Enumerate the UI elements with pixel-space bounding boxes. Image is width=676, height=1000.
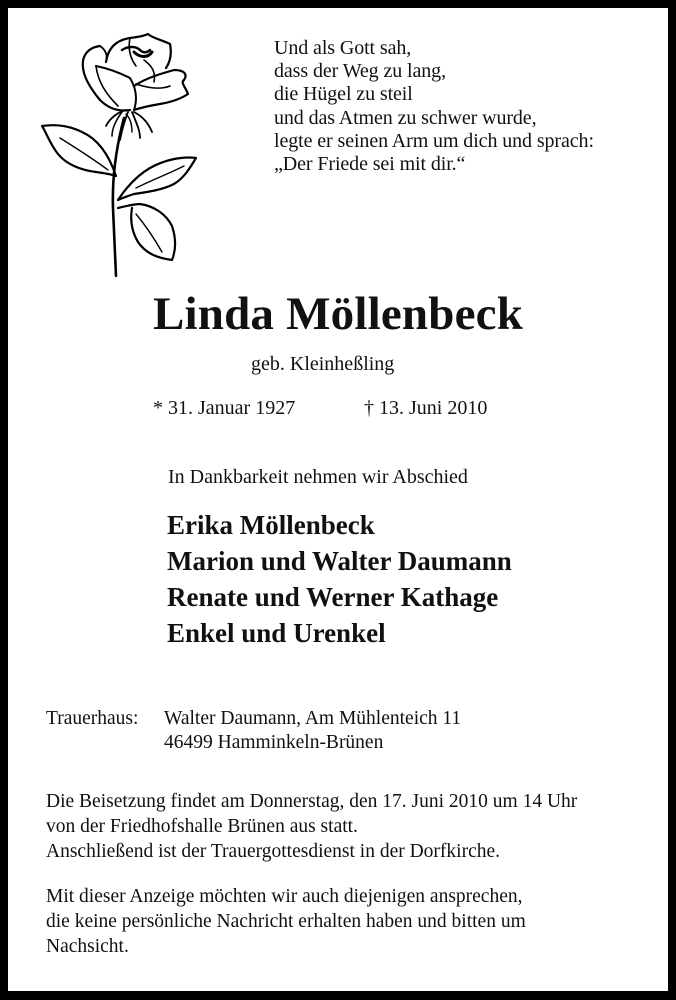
- family-list: [167, 507, 512, 651]
- mourning-house-label: Trauerhaus:: [46, 708, 139, 729]
- closing-notice: [46, 884, 526, 959]
- family-member: Enkel und Urenkel: [167, 618, 386, 648]
- death-date: † 13. Juni 2010: [364, 397, 488, 419]
- poem-line: „Der Friede sei mit dir.“: [274, 153, 466, 176]
- farewell-intro: In Dankbarkeit nehmen wir Abschied: [168, 466, 468, 488]
- deceased-name: Linda Möllenbeck: [152, 288, 524, 340]
- mourning-house-address: [164, 707, 461, 755]
- notice-line: die keine persönliche Nachricht erhalten haben und bitten um: [46, 911, 526, 932]
- burial-line: Anschließend ist der Trauergottesdienst in der Dorfkirche.: [46, 841, 501, 862]
- maiden-name: geb. Kleinheßling: [251, 353, 395, 375]
- poem: [274, 37, 594, 176]
- address-line: Walter Daumann, Am Mühlenteich 11: [164, 708, 462, 729]
- family-member: Erika Möllenbeck: [167, 510, 375, 540]
- family-member: Marion und Walter Daumann: [167, 546, 512, 576]
- poem-line: dass der Weg zu lang,: [274, 60, 446, 83]
- poem-line: und das Atmen zu schwer wurde,: [274, 106, 537, 129]
- poem-line: die Hügel zu steil: [274, 83, 413, 106]
- poem-line: legte er seinen Arm um dich und sprach:: [274, 129, 594, 152]
- burial-line: Die Beisetzung findet am Donnerstag, den 17. Juni 2010 um 14 Uhr: [46, 791, 578, 812]
- poem-line: Und als Gott sah,: [274, 37, 412, 59]
- birth-date: * 31. Januar 1927: [153, 397, 296, 419]
- rose-icon: [36, 28, 206, 278]
- burial-info: [46, 789, 577, 864]
- notice-line: Mit dieser Anzeige möchten wir auch diejenigen ansprechen,: [46, 886, 523, 907]
- notice-line: Nachsicht.: [46, 936, 129, 957]
- address-line: 46499 Hamminkeln-Brünen: [164, 732, 384, 753]
- family-member: Renate und Werner Kathage: [167, 582, 499, 612]
- burial-line: von der Friedhofshalle Brünen aus statt.: [46, 816, 358, 837]
